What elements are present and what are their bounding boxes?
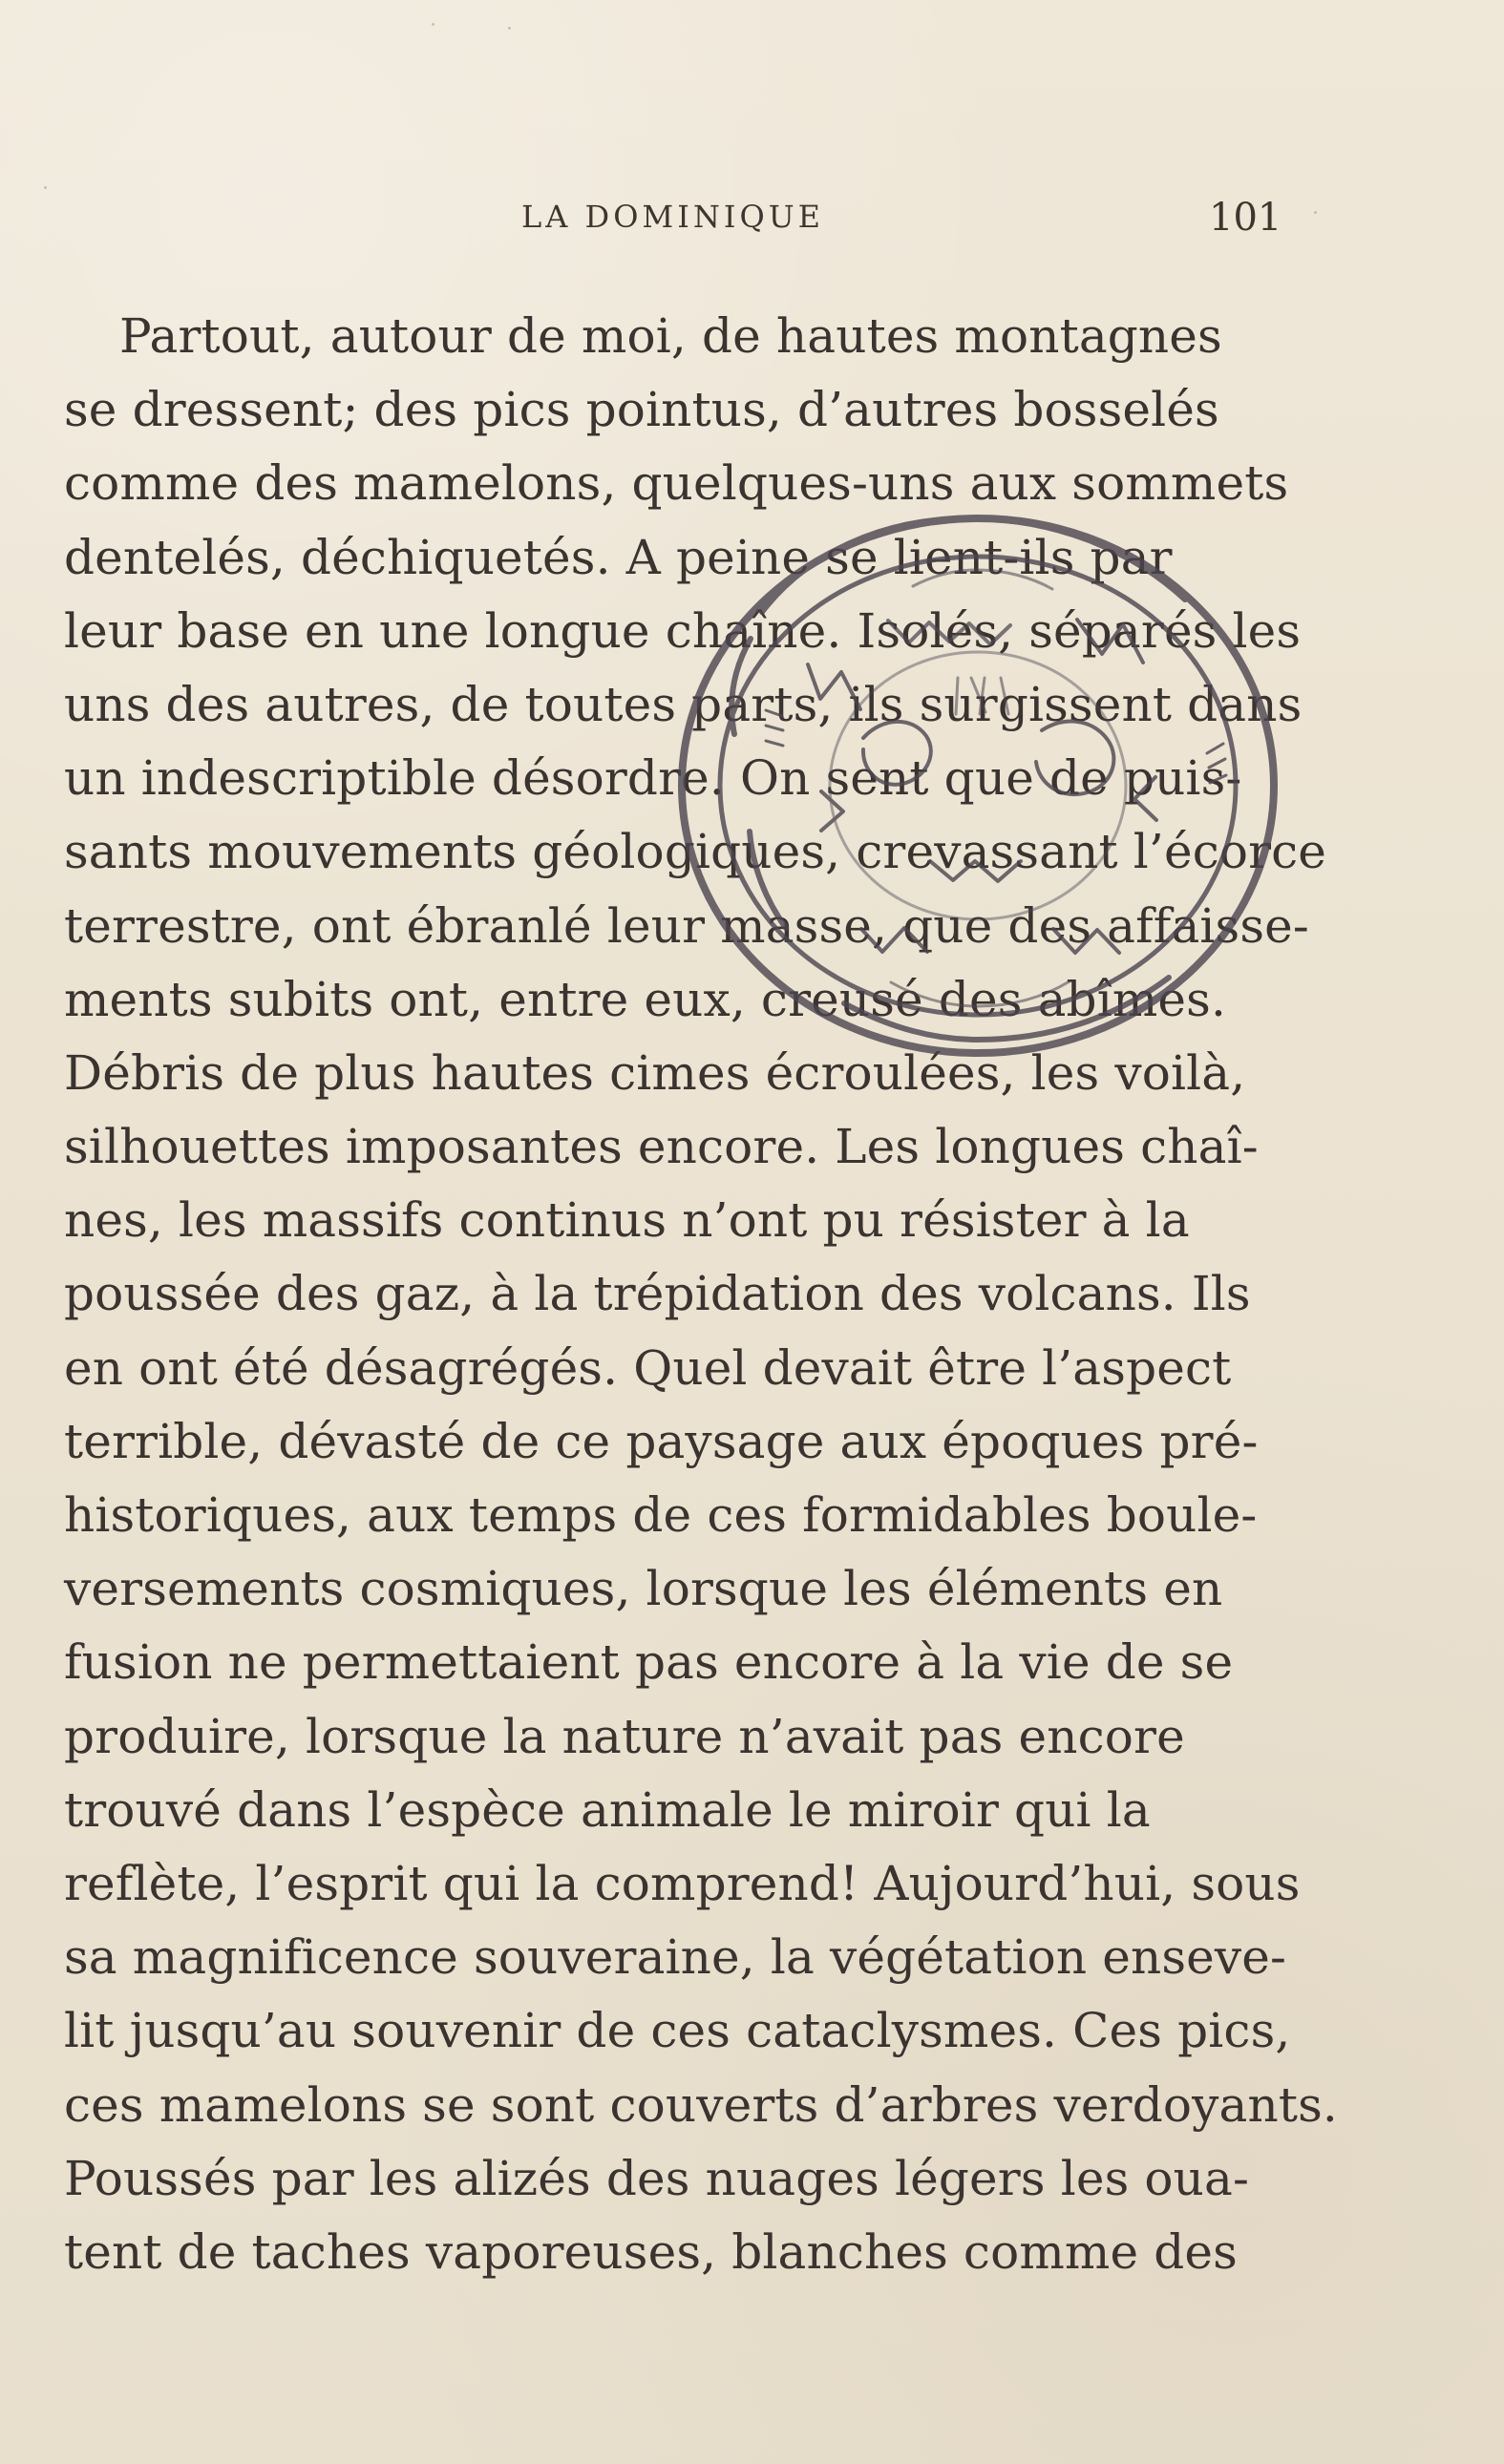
running-head: LA DOMINIQUE [521,199,825,235]
text-line: terrestre, ont ébranlé leur masse, que des affaisse- [64,897,1309,954]
text-line: Partout, autour de moi, de hautes montagnes [119,308,1222,364]
text-line: dentelés, déchiquetés. A peine se lient-ils par [64,529,1173,585]
paper-speck [1314,211,1317,214]
text-line: produire, lorsque la nature n’avait pas encore [64,1708,1185,1764]
text-line: fusion ne permettaient pas encore à la vie de se [64,1634,1234,1691]
text-line: terrible, dévasté de ce paysage aux époques pré- [64,1413,1259,1469]
text-line: trouvé dans l’espèce animale le miroir qui la [64,1781,1151,1838]
paper-speck [44,186,47,189]
text-line: tent de taches vaporeuses, blanches comme des [64,2223,1238,2280]
text-line: sants mouvements géologiques, crevassant l’écorce [64,824,1327,880]
text-line: silhouettes imposantes encore. Les longues chaî- [64,1119,1259,1175]
text-line: reflète, l’esprit qui la comprend! Aujourd’hui, sous [64,1855,1301,1911]
text-line: poussée des gaz, à la trépidation des volcans. Ils [64,1266,1251,1322]
page-number: 101 [1209,196,1282,240]
text-line: Débris de plus hautes cimes écroulées, les voilà, [64,1044,1246,1101]
paper-speck [508,27,511,30]
text-line: un indescriptible désordre. On sent que de puis- [64,750,1242,807]
text-line: nes, les massifs continus n’ont pu résister à la [64,1192,1190,1249]
text-line: uns des autres, de toutes parts, ils surgissent dans [64,676,1303,732]
text-line: comme des mamelons, quelques-uns aux sommets [64,455,1289,512]
text-line: historiques, aux temps de ces formidables boule- [64,1487,1258,1543]
text-line: lit jusqu’au souvenir de ces cataclysmes. Ces pics, [64,2003,1291,2059]
text-line: en ont été désagrégés. Quel devait être l’aspect [64,1339,1232,1396]
text-line: se dressent; des pics pointus, d’autres bosselés [64,382,1219,438]
text-line: sa magnificence souveraine, la végétation enseve- [64,1929,1287,1986]
text-line: leur base en une longue chaîne. Isolés, séparés les [64,602,1302,659]
text-line: Poussés par les alizés des nuages légers les oua- [64,2150,1250,2206]
text-line: ments subits ont, entre eux, creusé des abîmes. [64,971,1226,1027]
text-line: versements cosmiques, lorsque les éléments en [64,1561,1223,1617]
text-line: ces mamelons se sont couverts d’arbres verdoyants. [64,2076,1338,2133]
paper-speck [432,23,434,26]
body-text [64,300,1338,2289]
